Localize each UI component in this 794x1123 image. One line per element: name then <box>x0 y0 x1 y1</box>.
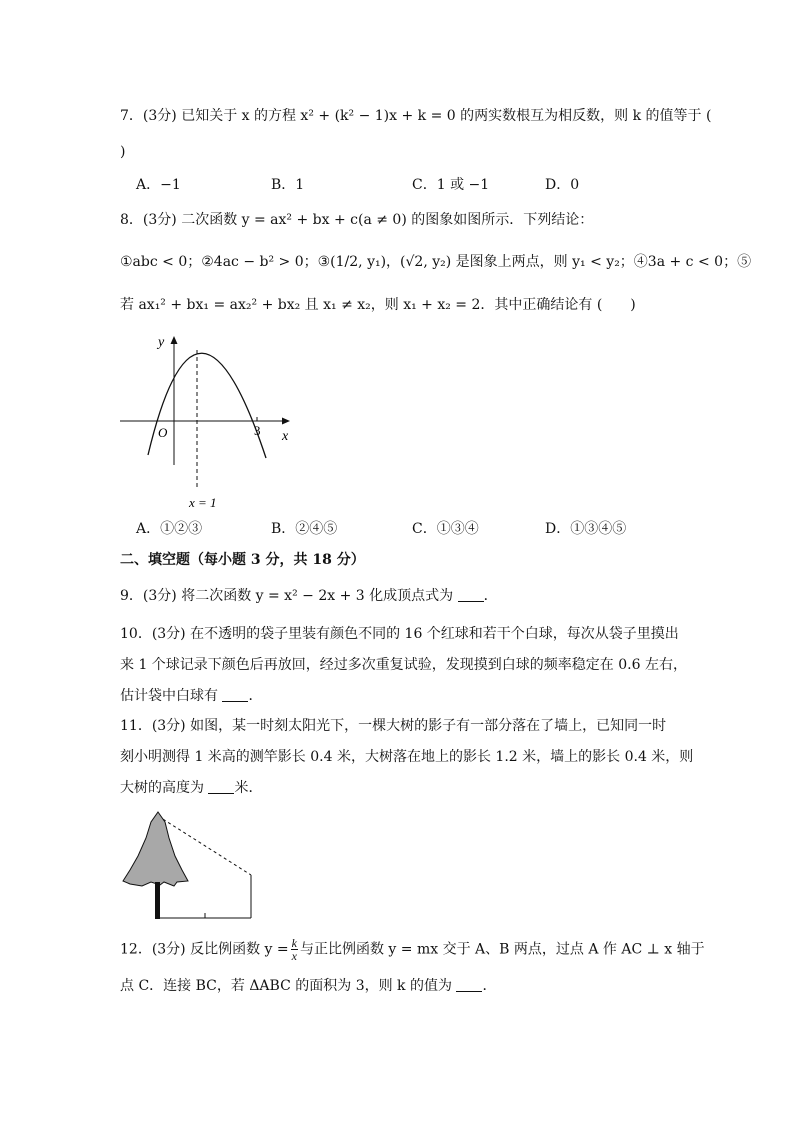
y-axis-label: y <box>158 335 165 350</box>
symmetry-line-label: x = 1 <box>189 495 217 510</box>
tree-trunk <box>155 882 160 919</box>
q10-stem-line1: 10．(3分) 在不透明的袋子里装有颜色不同的 16 个红球和若干个白球，每次从袋子里摸出 <box>120 626 679 642</box>
q12-stem-line2 <box>120 976 496 996</box>
q10-stem-line2: 来 1 个球记录下颜色后再放回，经过多次重复试验，发现摸到白球的频率稳定在 0.6 左右， <box>120 657 687 673</box>
q12-fraction-denominator: x <box>291 949 297 963</box>
q8-option-b: B．②④⑤ <box>271 521 338 537</box>
q10-answer-blank <box>222 687 248 702</box>
q8-stem-line2: ①abc < 0；②4ac − b² > 0；③(1/2, y₁)，(√2, y₂) 是图象上两点，则 y₁ < y₂；④3a + c < 0；⑤ <box>120 254 752 270</box>
q8-stem-line1: 8．(3分) 二次函数 y = ax² + bx + c(a ≠ 0) 的图象如图所示．下列结论： <box>120 212 594 228</box>
q12-stem-line1 <box>120 937 705 962</box>
q11-text: 大树的高度为 <box>120 780 204 796</box>
q12-text-a: 12．(3分) 反比例函数 y = <box>120 941 289 958</box>
q8-stem-line3: 若 ax₁² + bx₁ = ax₂² + bx₂ 且 x₁ ≠ x₂，则 x₁ + x₂ = 2．其中正确结论有 ( ) <box>120 297 636 313</box>
q10-text: 估计袋中白球有 <box>120 688 218 704</box>
q7-stem-line2: ) <box>120 144 126 160</box>
q12-fraction <box>291 937 298 962</box>
tree-canopy <box>123 812 188 886</box>
q12-fraction-numerator: k <box>291 936 297 950</box>
x-axis-label: x <box>282 429 289 444</box>
q7-option-b: B．1 <box>271 177 305 193</box>
q9-answer-blank <box>458 587 484 602</box>
q11-answer-blank <box>208 779 234 794</box>
q11-tree-shadow-figure <box>118 808 258 923</box>
q10-stem-line3 <box>120 686 262 706</box>
q7-option-c: C．1 或 −1 <box>412 177 490 193</box>
q8-option-c: C．①③④ <box>412 521 479 537</box>
q7-option-d: D．0 <box>545 177 580 193</box>
q8-parabola-graph <box>118 330 303 515</box>
x-axis-arrow-icon <box>282 418 290 425</box>
q8-option-d: D．①③④⑤ <box>545 521 627 537</box>
q7-option-a: A．−1 <box>136 177 181 193</box>
q8-option-a: A．①②③ <box>136 521 203 537</box>
q11-end: 米． <box>234 780 263 796</box>
q9-text: 9．(3分) 将二次函数 y = x² − 2x + 3 化成顶点式为 <box>120 588 454 604</box>
q11-stem-line1: 11．(3分) 如图，某一时刻太阳光下，一棵大树的影子有一部分落在了墙上，已知同一时 <box>120 718 667 734</box>
origin-label: O <box>158 425 168 440</box>
q12-text: 点 C．连接 BC，若 ΔABC 的面积为 3，则 k 的值为 <box>120 978 452 994</box>
q10-end: ． <box>248 688 263 704</box>
q11-stem-line3 <box>120 778 262 798</box>
q12-answer-blank <box>456 977 482 992</box>
q12-text-b: 与正比例函数 y = mx 交于 A、B 两点，过点 A 作 AC ⊥ x 轴于 <box>299 941 705 958</box>
q7-stem-line1: 7．(3分) 已知关于 x 的方程 x² + (k² − 1)x + k = 0 的两实数根互为相反数，则 k 的值等于 ( <box>120 108 712 124</box>
q11-stem-line2: 刻小明测得 1 米高的测竿影长 0.4 米，大树落在地上的影长 1.2 米，墙上的影长 0.4 米，则 <box>120 749 694 765</box>
tick-3-label: 3 <box>254 423 261 438</box>
q9-end: ． <box>483 588 498 604</box>
y-axis-arrow-icon <box>171 336 178 344</box>
q12-end: ． <box>482 978 497 994</box>
q9-stem <box>120 586 498 606</box>
parabola-curve <box>148 353 266 458</box>
section2-heading: 二、填空题（每小题 3 分，共 18 分） <box>120 552 365 568</box>
